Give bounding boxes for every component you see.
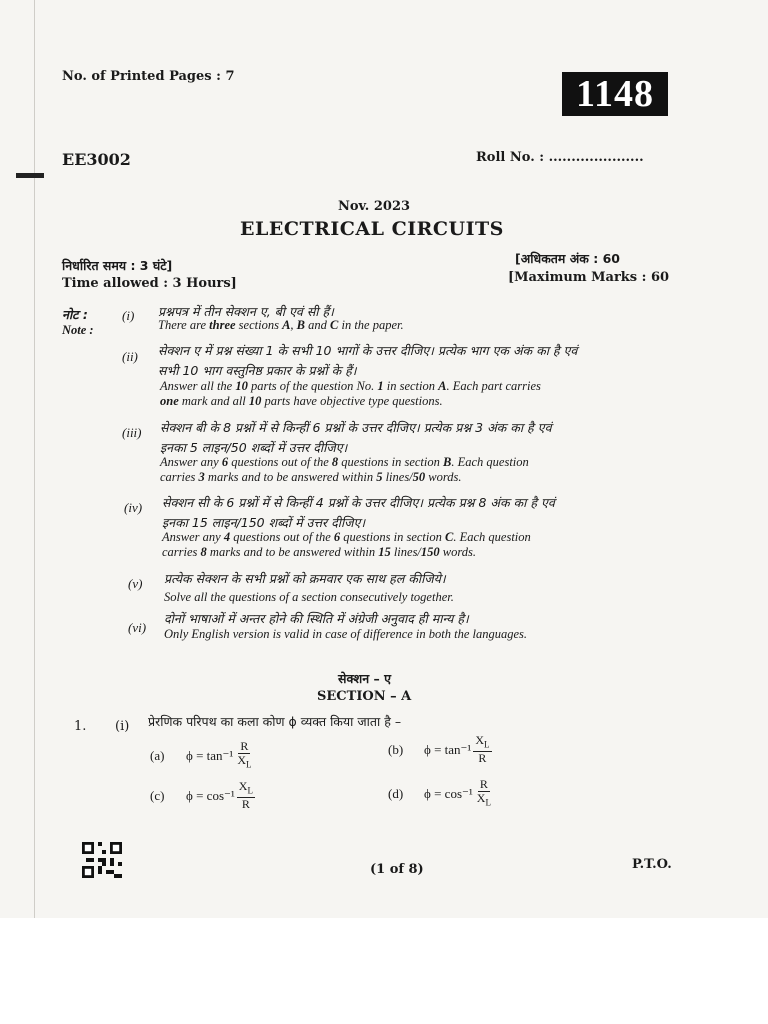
- page-edge: [34, 0, 35, 918]
- fraction: [473, 734, 491, 765]
- note-english: Answer any 4 questions out of the 6 questions in section C. Each question: [162, 530, 531, 544]
- option-b[interactable]: [388, 734, 492, 765]
- marks-hindi: [अधिकतम अंक : 60: [515, 251, 620, 266]
- note-hindi: प्रत्येक सेक्शन के सभी प्रश्नों को क्रमवार एक साथ हल कीजिये।: [164, 571, 446, 586]
- note-num: (vi): [128, 620, 147, 635]
- note-hindi: इनका 15 लाइन/150 शब्दों में उत्तर दीजिए।: [162, 515, 366, 530]
- fraction: [237, 780, 255, 811]
- denominator: $X_L$: [476, 791, 491, 808]
- subject-code: EE3002: [62, 150, 131, 169]
- note-english: one mark and all 10 parts have objective type questions.: [160, 394, 443, 408]
- note-hindi: इनका 5 लाइन/50 शब्दों में उत्तर दीजिए।: [160, 440, 348, 455]
- numerator: $X_L$: [473, 734, 491, 752]
- numerator: R: [240, 739, 249, 753]
- note-hindi: सेक्शन ए में प्रश्न संख्या 1 के सभी 10 भागों के उत्तर दीजिए। प्रत्येक भाग एक अंक का है एवं: [158, 343, 578, 358]
- denominator: R: [478, 751, 487, 766]
- edge-marker: [16, 173, 44, 178]
- note-hindi: सभी 10 भाग वस्तुनिष्ठ प्रकार के प्रश्नों के हैं।: [158, 363, 357, 378]
- note-num: (iv): [124, 500, 143, 515]
- section-title-hindi: सेक्शन – ए: [338, 671, 392, 686]
- note-english: Answer any 6 questions out of the 8 questions in section B. Each question: [160, 455, 529, 469]
- note-english: Only English version is valid in case of difference in both the languages.: [164, 627, 528, 641]
- qr-code-icon: [82, 842, 122, 878]
- option-expr: ϕ = cos⁻¹: [424, 785, 473, 801]
- note-num: (ii): [122, 349, 138, 364]
- note-english: carries 3 marks and to be answered within 5 lines/50 words.: [160, 470, 462, 484]
- fraction: [475, 778, 493, 809]
- page-number: (1 of 8): [370, 862, 424, 877]
- option-label: (b): [388, 741, 404, 757]
- section-title-english: SECTION – A: [317, 689, 412, 704]
- option-expr: ϕ = tan⁻¹: [186, 747, 234, 763]
- note-english: carries 8 marks and to be answered within 15 lines/150 words.: [162, 545, 477, 559]
- note-num: (iii): [122, 425, 142, 440]
- denominator: $X_L$: [237, 753, 252, 770]
- printed-pages: No. of Printed Pages : 7: [62, 69, 235, 84]
- numerator: $X_L$: [237, 780, 255, 798]
- note-hindi: प्रश्नपत्र में तीन सेक्शन ए, बी एवं सी हैं।: [158, 304, 334, 319]
- option-label: (c): [150, 787, 165, 803]
- session: Nov. 2023: [338, 199, 411, 214]
- note-hindi: दोनों भाषाओं में अन्तर होने की स्थिति में अंग्रेजी अनुवाद ही मान्य है।: [164, 611, 469, 626]
- time-english: Time allowed : 3 Hours]: [62, 276, 237, 291]
- denominator: R: [241, 797, 250, 812]
- paper-title: ELECTRICAL CIRCUITS: [240, 218, 504, 240]
- question-text: प्रेरणिक परिपथ का कला कोण ϕ व्यक्त किया जाता है –: [148, 714, 402, 729]
- note-hindi: सेक्शन बी के 8 प्रश्नों में से किन्हीं 6 प्रश्नों के उत्तर दीजिए। प्रत्येक प्रश्न 3 अंक का है एवं: [160, 420, 552, 435]
- note-english: Answer all the 10 parts of the question No. 1 in section A. Each part carries: [160, 379, 541, 393]
- note-num: (i): [122, 308, 135, 323]
- pto-label: P.T.O.: [632, 857, 672, 872]
- option-label: (d): [388, 785, 404, 801]
- note-hindi: सेक्शन सी के 6 प्रश्नों में से किन्हीं 4 प्रश्नों के उत्तर दीजिए। प्रत्येक प्रश्न 8 अंक का है एवं: [162, 495, 555, 510]
- note-label-english: Note :: [62, 323, 94, 337]
- paper-code-box: 1148: [562, 72, 668, 116]
- option-c[interactable]: [150, 780, 255, 811]
- question-number: 1.: [74, 719, 87, 734]
- marks-english: [Maximum Marks : 60: [508, 270, 670, 285]
- roll-no: Roll No. : .....................: [476, 150, 644, 165]
- option-expr: ϕ = cos⁻¹: [186, 787, 235, 803]
- note-num: (v): [128, 576, 143, 591]
- note-english: Solve all the questions of a section consecutively together.: [164, 590, 454, 604]
- option-label: (a): [150, 747, 165, 763]
- option-a[interactable]: [150, 740, 254, 771]
- note-label-hindi: नोट :: [62, 307, 88, 322]
- fraction: [235, 740, 253, 771]
- numerator: R: [479, 777, 488, 791]
- question-part: (i): [115, 719, 130, 734]
- note-english: There are three sections A, B and C in the paper.: [158, 318, 404, 332]
- time-hindi: निर्धारित समय : 3 घंटे]: [62, 258, 173, 273]
- option-expr: ϕ = tan⁻¹: [424, 741, 472, 757]
- option-d[interactable]: [388, 778, 493, 809]
